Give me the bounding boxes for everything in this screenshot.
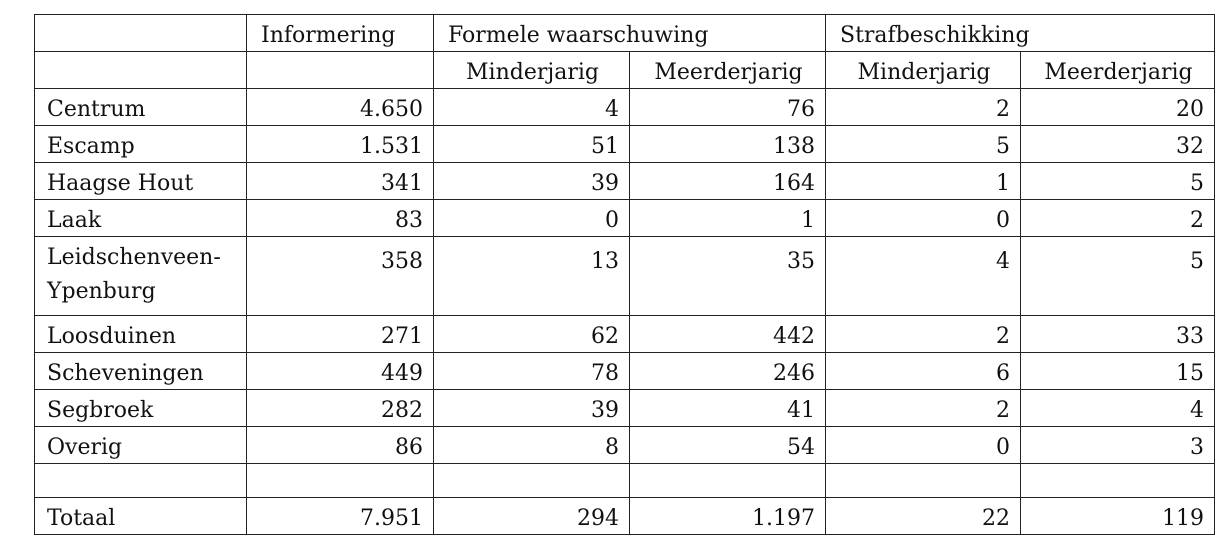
cell: 86	[247, 427, 434, 464]
cell: 271	[247, 316, 434, 353]
cell: 41	[630, 390, 826, 427]
cell: 0	[826, 427, 1021, 464]
row-label: Overig	[35, 427, 247, 464]
cell: 4	[826, 237, 1021, 316]
header-blank	[35, 52, 247, 89]
cell: 20	[1021, 89, 1215, 126]
header-sub: Meerderjarig	[630, 52, 826, 89]
cell: 4.650	[247, 89, 434, 126]
cell: 0	[826, 200, 1021, 237]
table-row	[35, 237, 1215, 316]
table-row	[35, 163, 1215, 200]
data-table	[34, 14, 1215, 535]
header-row-2	[35, 52, 1215, 89]
cell: 4	[434, 89, 630, 126]
cell: 5	[1021, 237, 1215, 316]
table-row	[35, 126, 1215, 163]
header-sub: Minderjarig	[434, 52, 630, 89]
empty-cell	[630, 464, 826, 498]
cell: 2	[826, 89, 1021, 126]
cell: 4	[1021, 390, 1215, 427]
cell: 15	[1021, 353, 1215, 390]
header-informering: Informering	[247, 15, 434, 52]
cell: 54	[630, 427, 826, 464]
total-cell: 119	[1021, 498, 1215, 535]
header-formele-waarschuwing: Formele waarschuwing	[434, 15, 630, 52]
row-label: Leidschenveen-Ypenburg	[35, 237, 247, 316]
empty-cell	[247, 464, 434, 498]
cell: 32	[1021, 126, 1215, 163]
cell: 6	[826, 353, 1021, 390]
row-label: Scheveningen	[35, 353, 247, 390]
cell: 1	[630, 200, 826, 237]
cell: 39	[434, 390, 630, 427]
cell: 164	[630, 163, 826, 200]
row-label: Haagse Hout	[35, 163, 247, 200]
cell: 39	[434, 163, 630, 200]
empty-cell	[35, 464, 247, 498]
row-label: Laak	[35, 200, 247, 237]
table-row	[35, 353, 1215, 390]
cell: 33	[1021, 316, 1215, 353]
cell: 442	[630, 316, 826, 353]
row-label: Loosduinen	[35, 316, 247, 353]
header-corner	[35, 15, 247, 52]
cell: 449	[247, 353, 434, 390]
cell: 282	[247, 390, 434, 427]
header-strafbeschikking-span	[1021, 15, 1215, 52]
row-label: Escamp	[35, 126, 247, 163]
table-row	[35, 427, 1215, 464]
cell: 51	[434, 126, 630, 163]
cell: 358	[247, 237, 434, 316]
header-blank	[247, 52, 434, 89]
cell: 8	[434, 427, 630, 464]
cell: 78	[434, 353, 630, 390]
cell: 2	[826, 316, 1021, 353]
cell: 76	[630, 89, 826, 126]
table-row	[35, 200, 1215, 237]
cell: 0	[434, 200, 630, 237]
cell: 13	[434, 237, 630, 316]
row-label: Centrum	[35, 89, 247, 126]
total-cell: 294	[434, 498, 630, 535]
empty-cell	[826, 464, 1021, 498]
cell: 138	[630, 126, 826, 163]
cell: 62	[434, 316, 630, 353]
total-cell: 22	[826, 498, 1021, 535]
cell: 341	[247, 163, 434, 200]
cell: 83	[247, 200, 434, 237]
cell: 1.531	[247, 126, 434, 163]
cell: 5	[826, 126, 1021, 163]
header-strafbeschikking: Strafbeschikking	[826, 15, 1021, 52]
cell: 246	[630, 353, 826, 390]
cell: 35	[630, 237, 826, 316]
total-cell: 1.197	[630, 498, 826, 535]
empty-row	[35, 464, 1215, 498]
header-sub: Minderjarig	[826, 52, 1021, 89]
table-row	[35, 390, 1215, 427]
total-cell: 7.951	[247, 498, 434, 535]
cell: 1	[826, 163, 1021, 200]
empty-cell	[1021, 464, 1215, 498]
cell: 2	[826, 390, 1021, 427]
cell: 5	[1021, 163, 1215, 200]
table-row	[35, 89, 1215, 126]
header-sub: Meerderjarig	[1021, 52, 1215, 89]
table-row	[35, 316, 1215, 353]
header-row-1	[35, 15, 1215, 52]
total-label: Totaal	[35, 498, 247, 535]
total-row	[35, 498, 1215, 535]
row-label: Segbroek	[35, 390, 247, 427]
cell: 3	[1021, 427, 1215, 464]
cell: 2	[1021, 200, 1215, 237]
empty-cell	[434, 464, 630, 498]
